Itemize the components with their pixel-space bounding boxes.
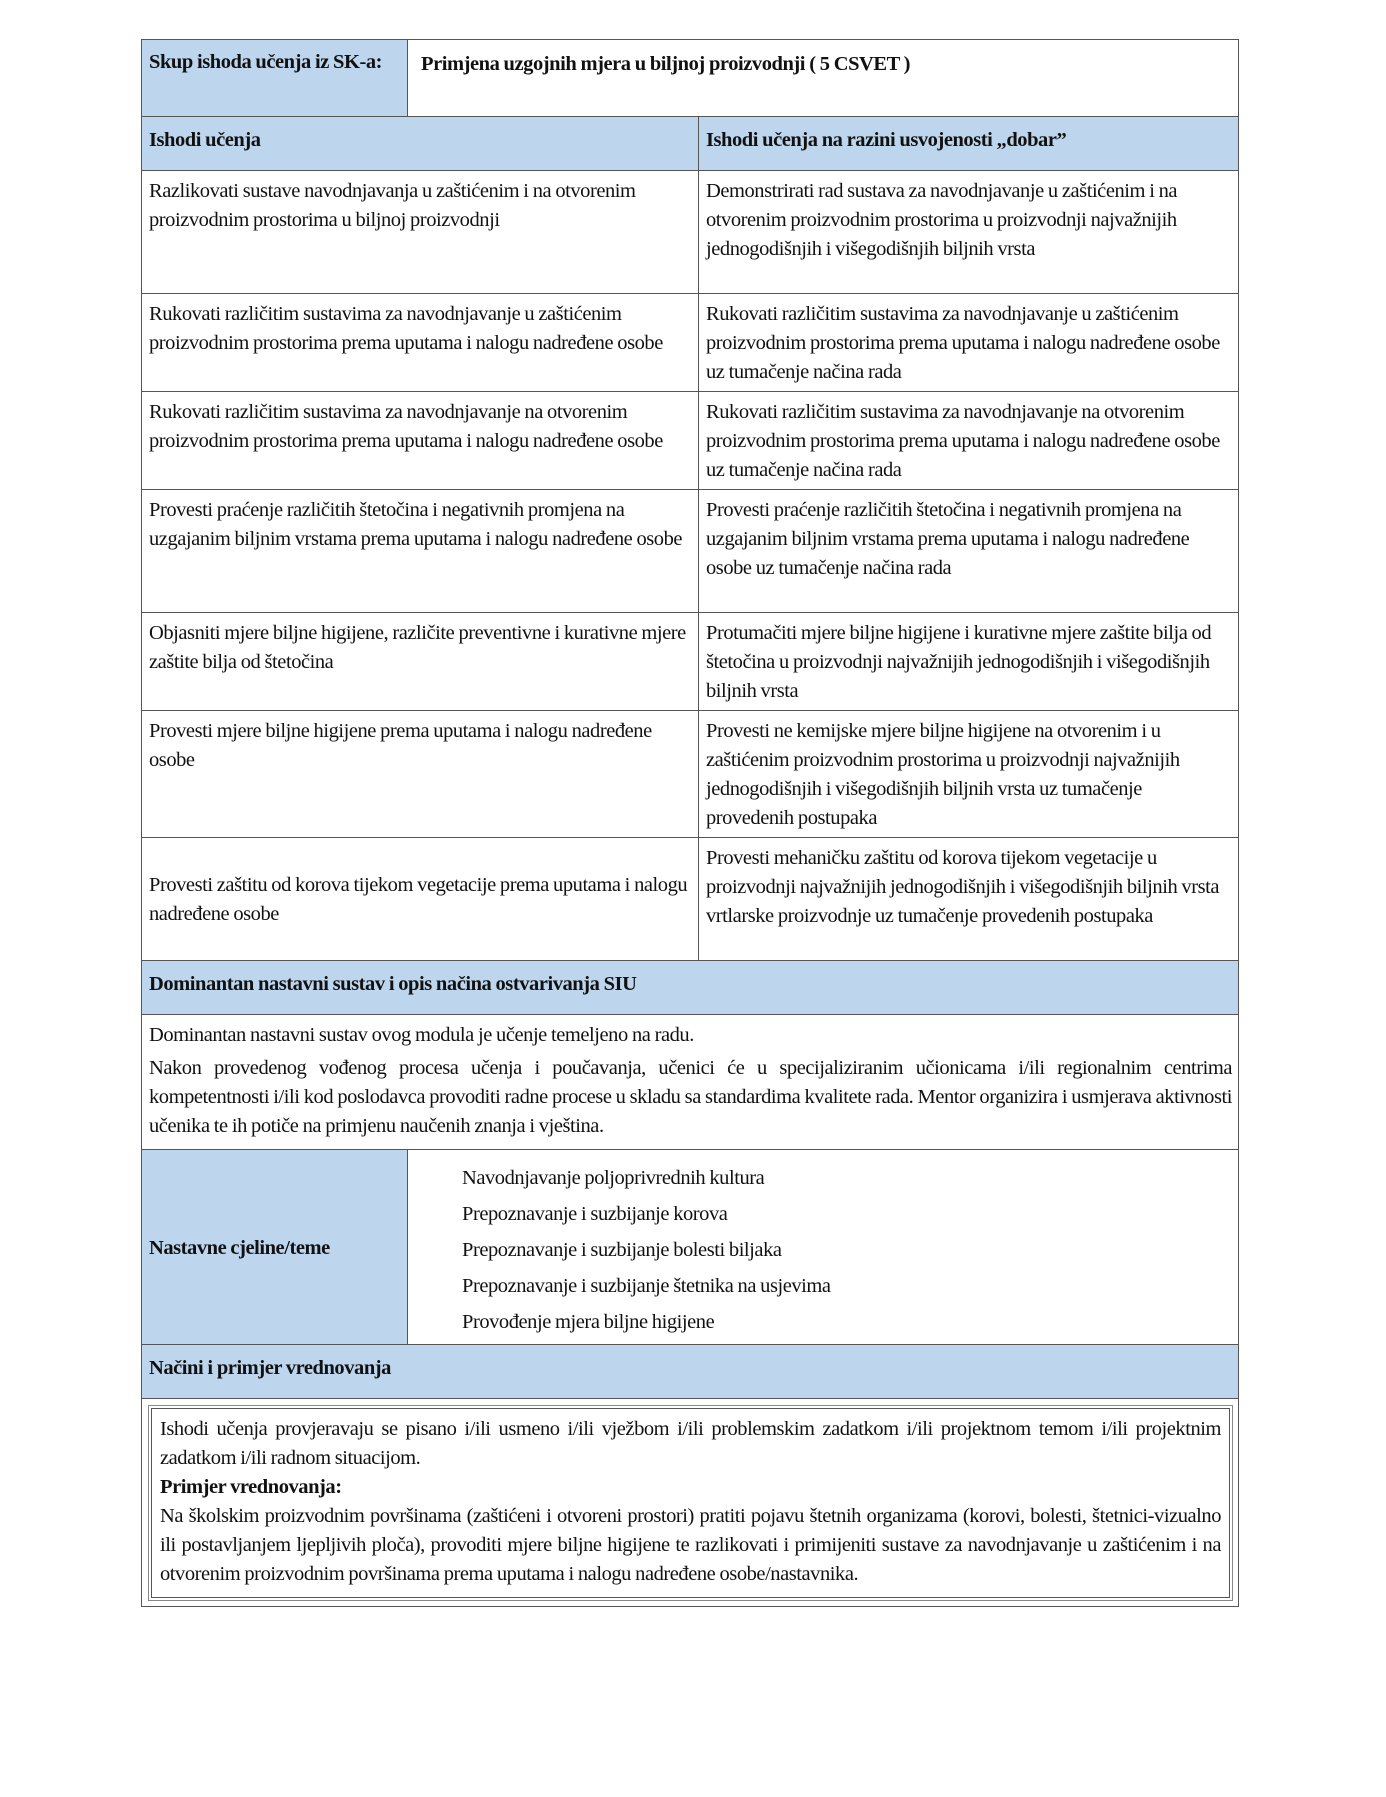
outcome-cell: Razlikovati sustave navodnjavanja u zaštićenim i na otvorenim proizvodnim prostorima u biljnoj proizvodnji xyxy=(142,171,699,294)
topic-item: Navodnjavanje poljoprivrednih kultura xyxy=(462,1167,765,1189)
teaching-system-paragraph: Nakon provedenog vođenog procesa učenja i poučavanja, učenici će u specijaliziranim učionicama i/ili regionalnim centrima kompetentnosti i/ili kod poslodavca provoditi radne procese u skladu sa standardima kvalitete rada. Mentor organizira i usmjerava aktivnosti učenika te ih potiče na primjenu naučenih znanja i vještina. xyxy=(149,1057,1233,1137)
column-header-row xyxy=(142,117,1239,171)
assessment-heading-row xyxy=(142,1345,1239,1399)
topic-item: Prepoznavanje i suzbijanje bolesti biljaka xyxy=(462,1239,782,1261)
good-level-cell: Provesti mehaničku zaštitu od korova tijekom vegetacije u proizvodnji najvažnijih jednogodišnjih i višegodišnjih biljnih vrsta vrtlarske proizvodnje uz tumačenje provedenih postupaka xyxy=(699,838,1239,961)
table-row xyxy=(142,838,1239,961)
topics-row xyxy=(142,1150,1239,1345)
topics-cell xyxy=(408,1150,1239,1345)
assessment-body-row xyxy=(142,1399,1239,1607)
assessment-heading: Načini i primjer vrednovanja xyxy=(142,1345,1239,1399)
col-header-outcomes: Ishodi učenja xyxy=(142,117,699,171)
col-header-good-level: Ishodi učenja na razini usvojenosti „dobar” xyxy=(699,117,1239,171)
outcome-cell: Provesti praćenje različitih štetočina i negativnih promjena na uzgajanim biljnim vrstama prema uputama i nalogu nadređene osobe xyxy=(142,490,699,613)
topics-list xyxy=(415,1156,1232,1340)
good-level-cell: Rukovati različitim sustavima za navodnjavanje u zaštićenim proizvodnim prostorima prema uputama i nalogu nadređene osobe uz tumačenje načina rada xyxy=(699,294,1239,392)
outcome-cell: Objasniti mjere biljne higijene, različite preventivne i kurativne mjere zaštite bilja od štetočina xyxy=(142,613,699,711)
learning-outcomes-document xyxy=(141,39,1238,1607)
table-row xyxy=(142,171,1239,294)
outcome-cell: Provesti mjere biljne higijene prema uputama i nalogu nadređene osobe xyxy=(142,711,699,838)
teaching-system-paragraph: Dominantan nastavni sustav ovog modula je učenje temeljeno na radu. xyxy=(149,1024,694,1046)
topic-item: Prepoznavanje i suzbijanje štetnika na usjevima xyxy=(462,1275,831,1297)
teaching-system-body xyxy=(142,1015,1239,1150)
table-row xyxy=(142,392,1239,490)
header-row xyxy=(142,40,1239,117)
good-level-cell: Provesti ne kemijske mjere biljne higijene na otvorenim i u zaštićenim proizvodnim prostorima u proizvodnji najvažnijih jednogodišnjih i višegodišnjih biljnih vrsta uz tumačenje provedenih postupaka xyxy=(699,711,1239,838)
assessment-intro: Ishodi učenja provjeravaju se pisano i/ili usmeno i/ili vježbom i/ili problemskim zadatkom i/ili projektnom temom i/ili projektnim zadatkom i/ili radnom situacijom. xyxy=(160,1418,1222,1469)
outcome-cell: Provesti zaštitu od korova tijekom vegetacije prema uputama i nalogu nadređene osobe xyxy=(142,838,699,961)
teaching-system-body-row xyxy=(142,1015,1239,1150)
topic-item: Prepoznavanje i suzbijanje korova xyxy=(462,1203,728,1225)
good-level-cell: Demonstrirati rad sustava za navodnjavanje u zaštićenim i na otvorenim proizvodnim prostorima u proizvodnji najvažnijih jednogodišnjih i višegodišnjih biljnih vrsta xyxy=(699,171,1239,294)
teaching-system-heading-row xyxy=(142,961,1239,1015)
topic-item: Provođenje mjera biljne higijene xyxy=(462,1311,715,1333)
learning-outcomes-table xyxy=(141,39,1239,1607)
set-label: Skup ishoda učenja iz SK-a: xyxy=(142,40,408,117)
good-level-cell: Protumačiti mjere biljne higijene i kurativne mjere zaštite bilja od štetočina u proizvodnji najvažnijih jednogodišnjih i višegodišnjih biljnih vrsta xyxy=(699,613,1239,711)
assessment-body xyxy=(142,1399,1239,1607)
good-level-cell: Provesti praćenje različitih štetočina i negativnih promjena na uzgajanim biljnim vrstama prema uputama i nalogu nadređene osobe uz tumačenje načina rada xyxy=(699,490,1239,613)
teaching-system-heading: Dominantan nastavni sustav i opis načina ostvarivanja SIU xyxy=(142,961,1239,1015)
assessment-box xyxy=(151,1408,1230,1598)
table-row xyxy=(142,613,1239,711)
topics-label: Nastavne cjeline/teme xyxy=(142,1150,408,1345)
table-row xyxy=(142,711,1239,838)
assessment-example-label: Primjer vrednovanja: xyxy=(160,1476,342,1498)
outcome-cell: Rukovati različitim sustavima za navodnjavanje na otvorenim proizvodnim prostorima prema uputama i nalogu nadređene osobe xyxy=(142,392,699,490)
table-row xyxy=(142,490,1239,613)
assessment-example-text: Na školskim proizvodnim površinama (zaštićeni i otvoreni prostori) pratiti pojavu štetnih organizama (korovi, bolesti, štetnici-vizualno ili postavljanjem ljepljivih ploča), provoditi mjere biljne higijene te razlikovati i primijeniti sustave za navodnjavanje u zaštićenim i na otvorenim proizvodnim površinama prema uputama i nalogu nadređene osobe/nastavnika. xyxy=(160,1505,1222,1585)
table-row xyxy=(142,294,1239,392)
outcome-cell: Rukovati različitim sustavima za navodnjavanje u zaštićenim proizvodnim prostorima prema uputama i nalogu nadređene osobe xyxy=(142,294,699,392)
good-level-cell: Rukovati različitim sustavima za navodnjavanje na otvorenim proizvodnim prostorima prema uputama i nalogu nadređene osobe uz tumačenje načina rada xyxy=(699,392,1239,490)
set-title: Primjena uzgojnih mjera u biljnoj proizvodnji ( 5 CSVET ) xyxy=(408,40,1239,117)
